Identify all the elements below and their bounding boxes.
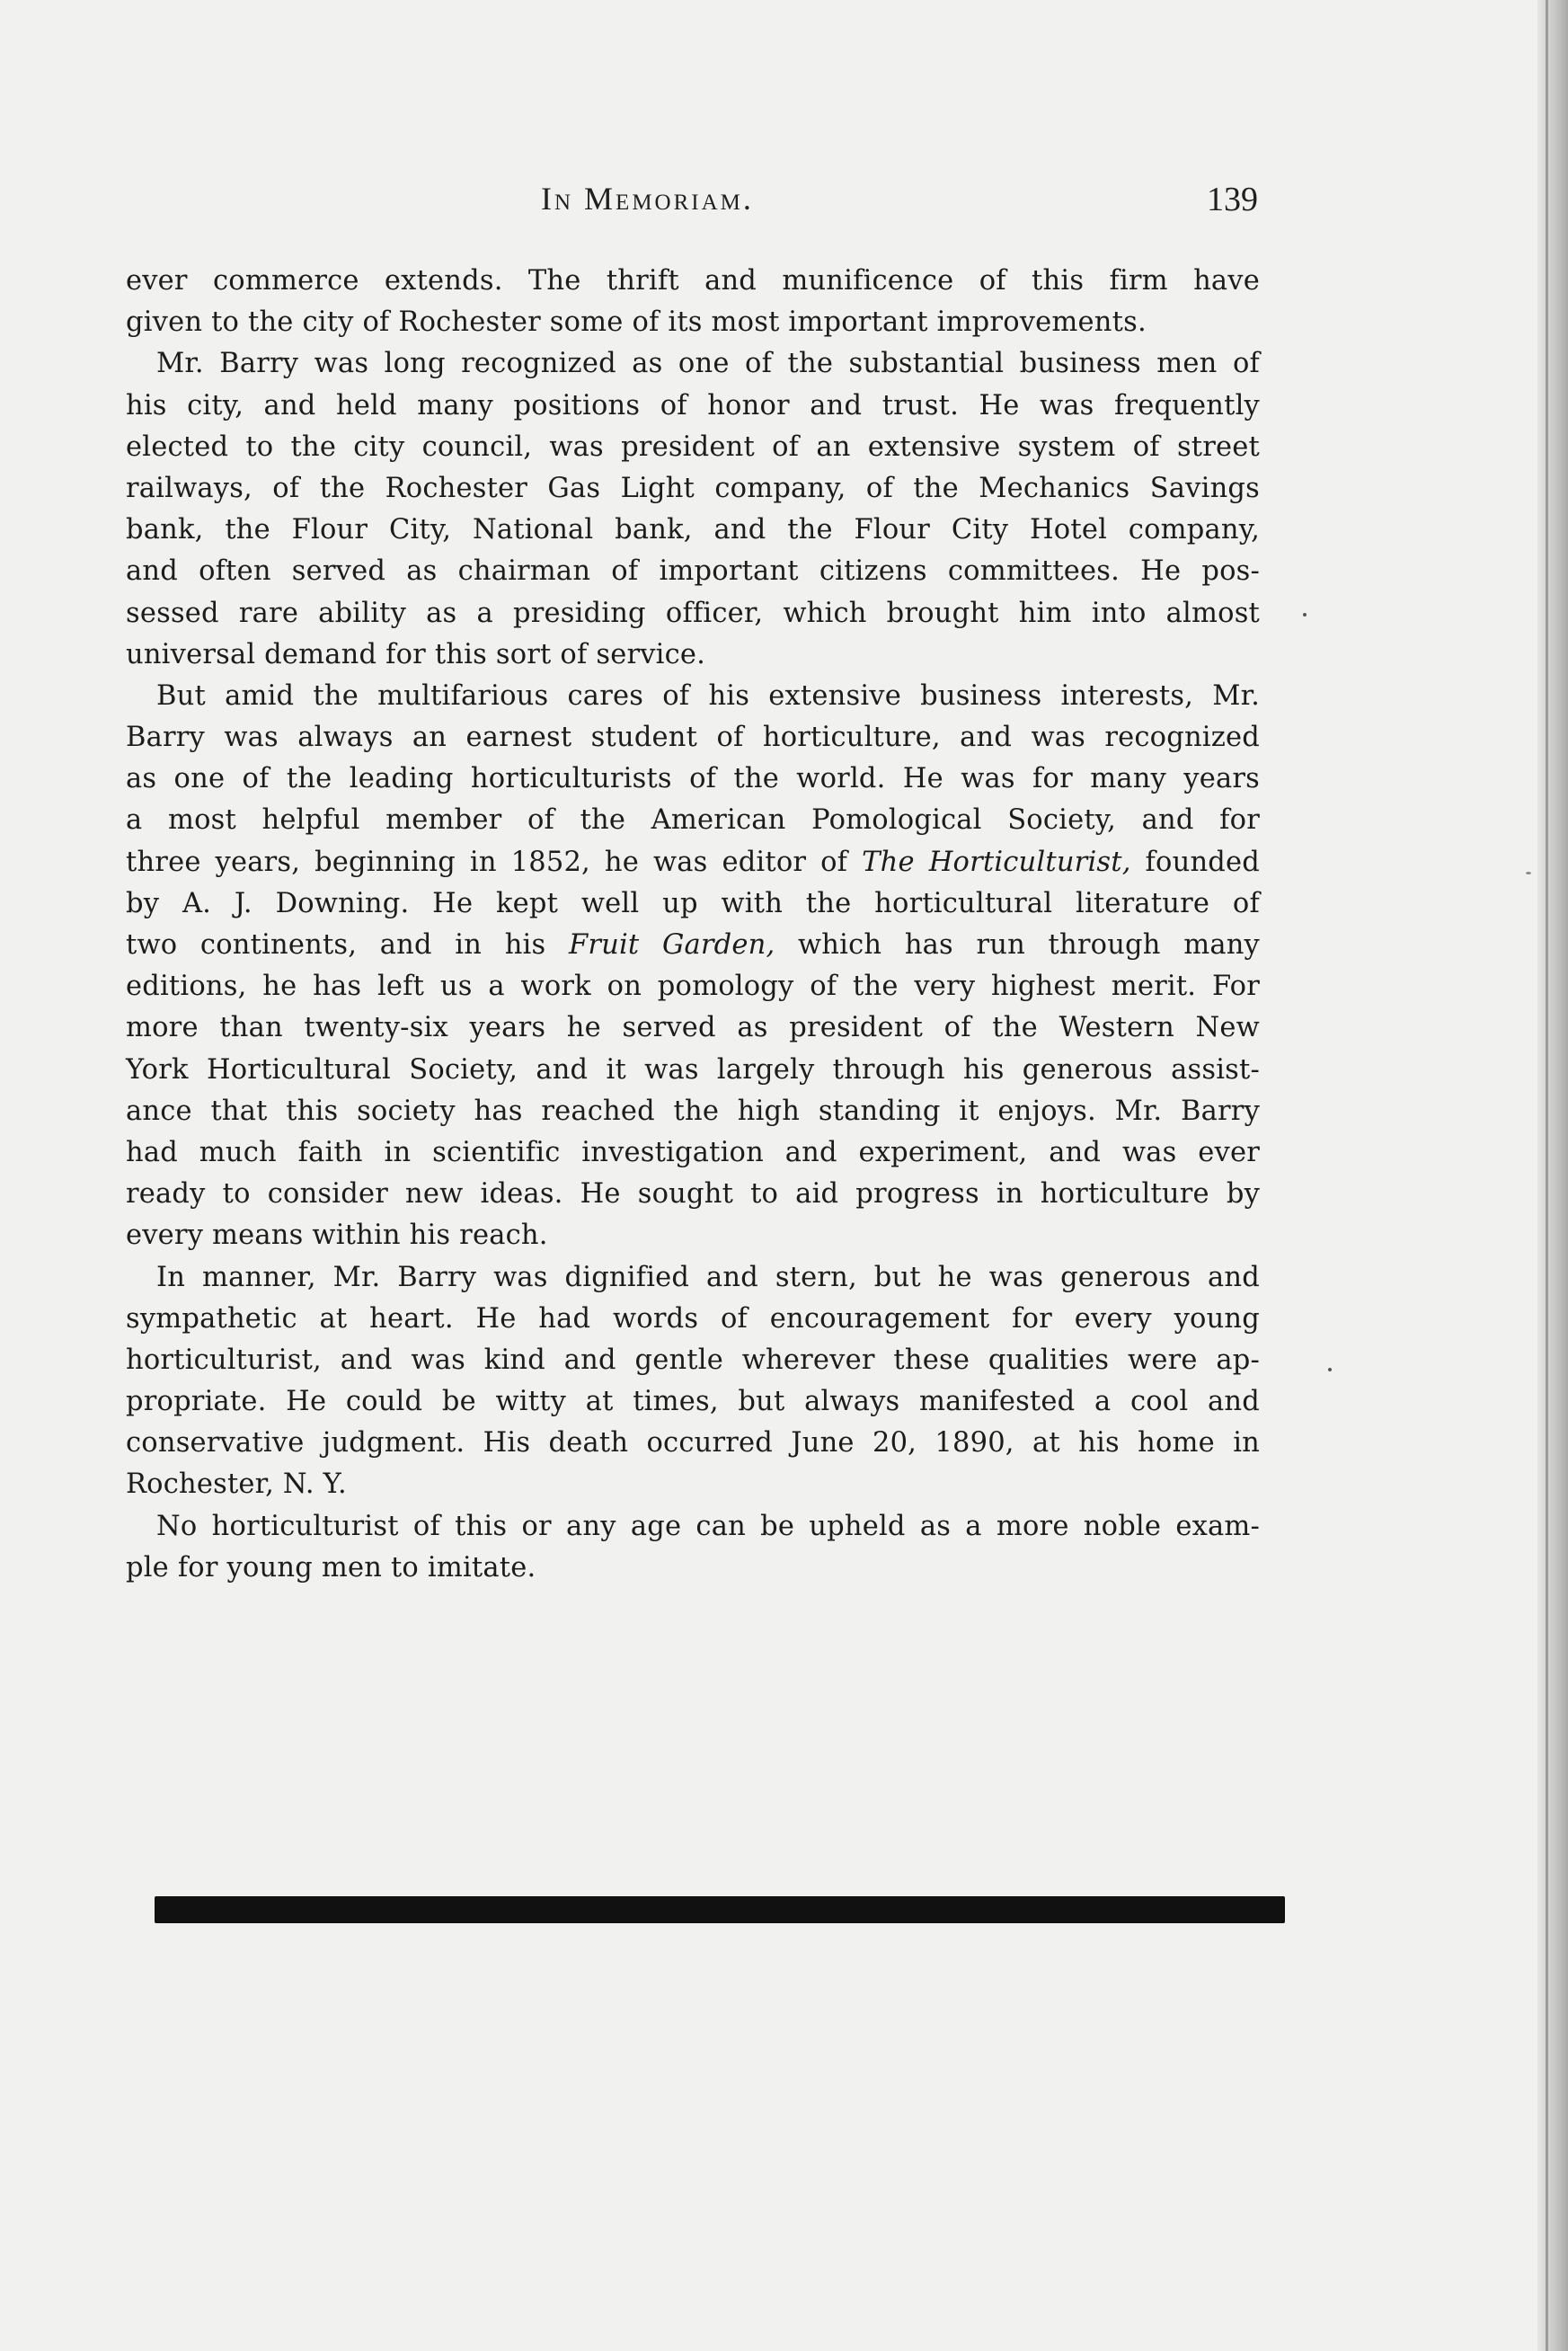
text-segment: two continents, and in his <box>126 929 569 961</box>
paragraph-4 <box>126 1257 1260 1506</box>
text-line: Rochester, N. Y. <box>126 1468 347 1501</box>
scan-speck <box>1303 613 1307 617</box>
text-line-with-italic-title <box>126 925 1260 966</box>
text-line: sessed rare ability as a presiding officer, which brought him into almost <box>126 597 1260 629</box>
text-line: railways, of the Rochester Gas Light company, of the Mechanics Savings <box>126 472 1260 504</box>
text-line: editions, he has left us a work on pomology of the very highest merit. For <box>126 971 1260 1003</box>
italic-book-title: The Horticulturist, <box>862 846 1131 878</box>
text-line: every means within his reach. <box>126 1220 548 1252</box>
paragraph-5 <box>126 1506 1260 1589</box>
italic-book-title: Fruit Garden, <box>568 929 775 961</box>
text-line: by A. J. Downing. He kept well up with the horticultural literature of <box>126 887 1260 919</box>
text-line: had much faith in scientific investigation and experiment, and was ever <box>126 1136 1260 1168</box>
body-text <box>126 261 1260 1589</box>
text-line: sympathetic at heart. He had words of encouragement for every young <box>126 1302 1260 1335</box>
text-line-with-italic-title <box>126 842 1260 883</box>
text-segment: founded <box>1130 846 1260 878</box>
text-line: more than twenty-six years he served as president of the Western New <box>126 1012 1260 1044</box>
end-rule <box>155 1896 1285 1923</box>
text-segment: three years, beginning in 1852, he was editor of <box>126 846 863 878</box>
text-line: universal demand for this sort of service. <box>126 638 706 670</box>
paragraph-3 <box>126 676 1260 1257</box>
text-line: But amid the multifarious cares of his extensive business interests, Mr. <box>156 679 1260 712</box>
scan-speck <box>1328 1368 1332 1371</box>
page-binding-shadow <box>1537 0 1568 2351</box>
page-number: 139 <box>1207 181 1258 218</box>
text-line: elected to the city council, was president of an extensive system of street <box>126 430 1260 463</box>
text-line: ance that this society has reached the high standing it enjoys. Mr. Barry <box>126 1095 1260 1127</box>
text-line: bank, the Flour City, National bank, and the Flour City Hotel company, <box>126 514 1260 546</box>
text-line: In manner, Mr. Barry was dignified and stern, but he was generous and <box>156 1261 1260 1293</box>
text-line: horticulturist, and was kind and gentle wherever these qualities were ap- <box>126 1344 1260 1376</box>
running-title: In Memoriam. <box>541 181 754 217</box>
text-line: ple for young men to imitate. <box>126 1551 536 1584</box>
scan-speck <box>1526 872 1531 874</box>
text-line: and often served as chairman of important citizens committees. He pos- <box>126 555 1260 588</box>
text-line: York Horticultural Society, and it was largely through his generous assist- <box>126 1053 1260 1086</box>
text-line: propriate. He could be witty at times, but always manifested a cool and <box>126 1386 1260 1418</box>
text-segment: which has run through many <box>775 929 1260 961</box>
page-edge-line <box>1546 0 1548 2351</box>
paragraph-2 <box>126 343 1260 676</box>
paragraph-1 <box>126 261 1260 343</box>
text-line: a most helpful member of the American Pomological Society, and for <box>126 804 1260 837</box>
text-line: ever commerce extends. The thrift and munificence of this firm have <box>126 265 1260 297</box>
text-line: ready to consider new ideas. He sought to aid progress in horticulture by <box>126 1178 1260 1211</box>
text-line: No horticulturist of this or any age can be upheld as a more noble exam- <box>156 1510 1260 1542</box>
text-line: his city, and held many positions of honor and trust. He was frequently <box>126 389 1260 421</box>
text-line: conservative judgment. His death occurred June 20, 1890, at his home in <box>126 1427 1260 1459</box>
text-line: as one of the leading horticulturists of the world. He was for many years <box>126 763 1260 795</box>
running-header <box>126 180 1258 234</box>
text-line: Barry was always an earnest student of horticulture, and was recognized <box>126 722 1260 754</box>
text-line: Mr. Barry was long recognized as one of the substantial business men of <box>156 348 1260 380</box>
text-line: given to the city of Rochester some of its most important improvements. <box>126 306 1147 339</box>
